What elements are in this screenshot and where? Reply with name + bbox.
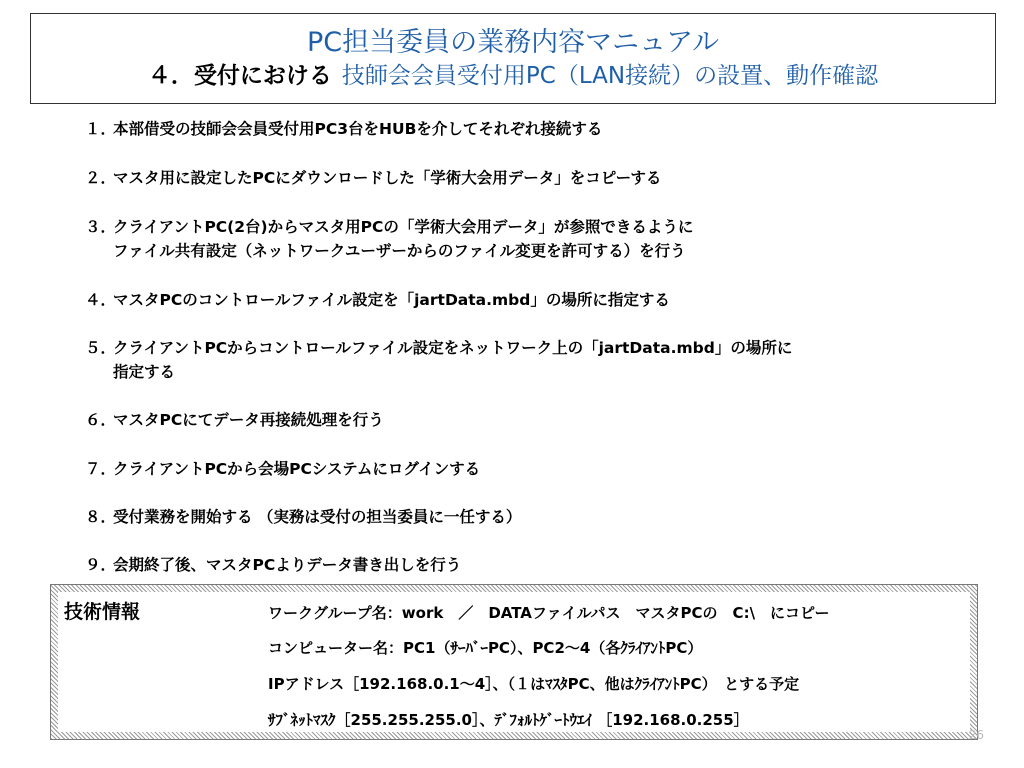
workgroup-info: ワークグループ名：work ／ DATAファイルパス マスタPCの C:\ にコピー — [268, 604, 830, 622]
page-title: PC担当委員の業務内容マニュアル — [306, 27, 720, 58]
step-number: ９． — [85, 556, 117, 574]
subnet-gateway-info: ｻﾌﾞﾈｯﾄﾏｽｸ［255.255.255.0］、ﾃﾞﾌｫﾙﾄｹﾞｰﾄｳｴｲ ［192.168.0.255］ — [268, 711, 749, 729]
step-number: ８． — [85, 508, 117, 526]
step-item-9 — [85, 553, 985, 577]
ip-address-info: IPアドレス［192.168.0.1～4］、（１はﾏｽﾀPC、他はｸﾗｲｱﾝﾄPC） とする予定 — [268, 675, 800, 693]
step-item-8 — [85, 505, 985, 529]
page-number: 26 — [968, 728, 984, 742]
step-text-continued: 指定する — [113, 363, 176, 381]
tech-info-box — [50, 584, 978, 740]
step-item-4 — [85, 288, 985, 312]
step-text: クライアントPCからコントロールファイル設定をネットワーク上の「jartData.mbd」の場所に — [113, 339, 793, 357]
title-box — [30, 13, 996, 104]
step-number: ６． — [85, 411, 117, 429]
subtitle-topic: 技師会会員受付用PC（LAN接続）の設置、動作確認 — [341, 63, 879, 89]
step-number: ２． — [85, 169, 117, 187]
tech-info-content — [58, 592, 970, 732]
step-number: ７． — [85, 460, 117, 478]
step-text: マスタPCのコントロールファイル設定を「jartData.mbd」の場所に指定する — [113, 291, 670, 309]
step-item-5 — [85, 336, 985, 384]
computer-name-info: コンピューター名：PC1（ｻｰﾊﾞｰPC）、PC2～4（各ｸﾗｲｱﾝﾄPC） — [268, 639, 703, 657]
step-text: クライアントPC(2台)からマスタ用PCの「学術大会用データ」が参照できるように — [113, 218, 694, 236]
steps-list — [85, 117, 985, 577]
step-number: ４． — [85, 291, 117, 309]
step-text: マスタPCにてデータ再接続処理を行う — [113, 411, 384, 429]
step-item-1 — [85, 117, 985, 141]
step-number: １． — [85, 120, 117, 138]
step-text: クライアントPCから会場PCシステムにログインする — [113, 460, 481, 478]
page-subtitle — [31, 61, 995, 91]
step-text-continued: ファイル共有設定（ネットワークユーザーからのファイル変更を許可する）を行う — [113, 242, 686, 260]
tech-info-title: 技術情報 — [64, 601, 141, 623]
step-number: ３． — [85, 218, 117, 236]
step-text: マスタ用に設定したPCにダウンロードした「学術大会用データ」をコピーする — [113, 169, 662, 187]
subtitle-section-label: ４．受付における — [147, 63, 332, 89]
step-text: 受付業務を開始する （実務は受付の担当委員に一任する） — [113, 508, 522, 526]
step-item-3 — [85, 215, 985, 263]
step-number: ５． — [85, 339, 117, 357]
step-item-2 — [85, 166, 985, 190]
step-text: 会期終了後、マスタPCよりデータ書き出しを行う — [113, 556, 462, 574]
step-text: 本部借受の技師会会員受付用PC3台をHUBを介してそれぞれ接続する — [113, 120, 603, 138]
step-item-6 — [85, 408, 985, 432]
step-item-7 — [85, 457, 985, 481]
